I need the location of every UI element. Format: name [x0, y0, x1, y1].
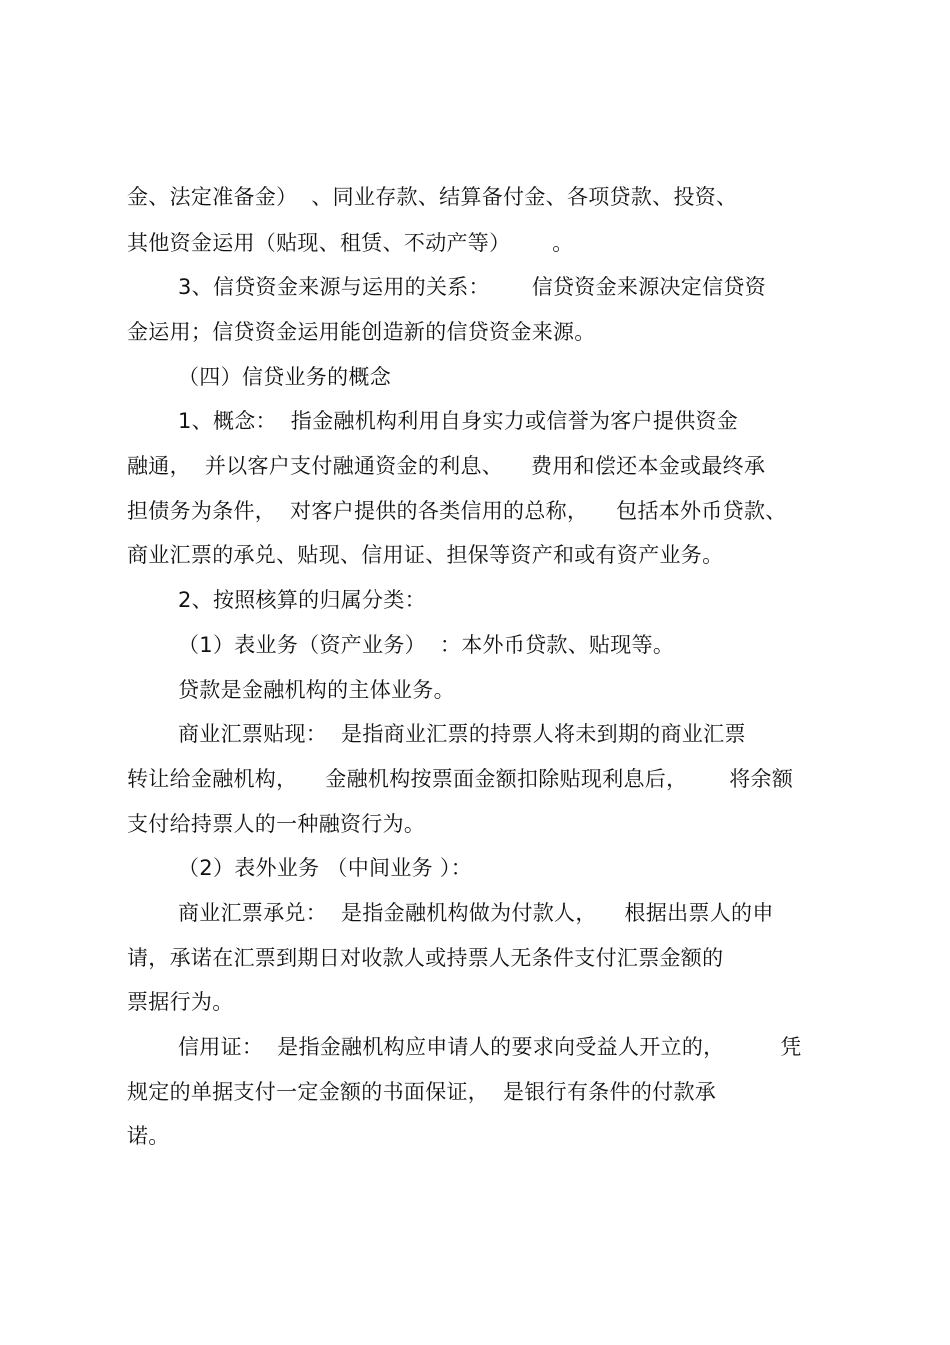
text-line: 商业汇票承兑： 是指金融机构做为付款人， 根据出票人的申 — [178, 901, 774, 925]
text-line: 贷款是金融机构的主体业务。 — [178, 678, 455, 702]
text-line: 担债务为条件， 对客户提供的各类信用的总称， 包括本外币贷款、 — [127, 499, 787, 523]
text-line: 金、法定准备金） 、同业存款、结算备付金、各项贷款、投资、 — [127, 185, 738, 209]
text-line: 信用证： 是指金融机构应申请人的要求向受益人开立的， 凭 — [178, 1035, 802, 1059]
text-line: 商业汇票的承兑、贴现、信用证、担保等资产和或有资产业务。 — [127, 543, 724, 567]
text-line: 规定的单据支付一定金额的书面保证， 是银行有条件的付款承 — [127, 1080, 717, 1104]
text-line: 其他资金运用（贴现、租赁、不动产等） 。 — [127, 231, 574, 255]
text-line: 商业汇票贴现： 是指商业汇票的持票人将未到期的商业汇票 — [178, 722, 746, 746]
text-line: 融通， 并以客户支付融通资金的利息、 费用和偿还本金或最终承 — [127, 454, 766, 478]
text-line: 金运用；信贷资金运用能创造新的信贷资金来源。 — [127, 320, 596, 344]
text-line: 诺。 — [127, 1124, 170, 1148]
section-heading: （四）信贷业务的概念 — [178, 365, 391, 389]
text-line: 票据行为。 — [127, 990, 234, 1014]
text-line: （1）表业务（资产业务） ：本外币贷款、贴现等。 — [178, 633, 675, 657]
text-line: 请，承诺在汇票到期日对收款人或持票人无条件支付汇票金额的 — [127, 946, 724, 970]
text-line: （2）表外业务 （中间业务 ）： — [178, 856, 473, 880]
text-line: 转让给金融机构， 金融机构按票面金额扣除贴现利息后， 将余额 — [127, 767, 794, 791]
text-line: 2、按照核算的归属分类： — [178, 588, 426, 612]
text-line: 3、信贷资金来源与运用的关系： 信贷资金来源决定信贷资 — [178, 275, 767, 299]
text-line: 1、概念： 指金融机构利用自身实力或信誉为客户提供资金 — [178, 409, 739, 433]
text-line: 支付给持票人的一种融资行为。 — [127, 812, 426, 836]
